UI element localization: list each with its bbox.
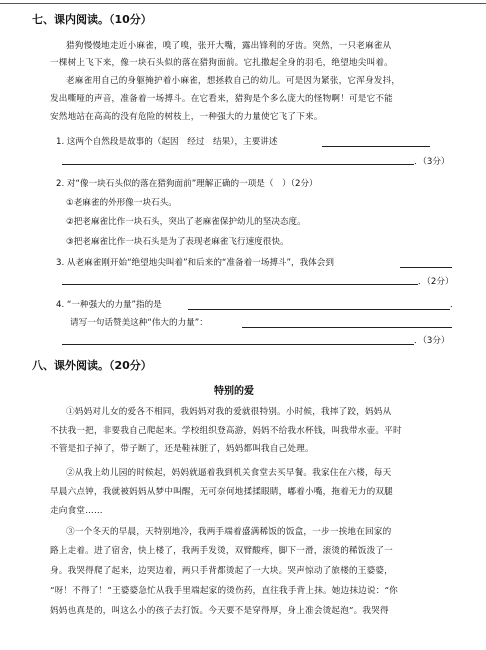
q4-sub-prompt: 请写一句话赞美这种“伟大的力量”： — [70, 318, 208, 328]
top-rule — [0, 3, 486, 4]
q3-score: ．（2分） — [418, 277, 454, 287]
s8-passage-line: 身。我哭得爬了起来，边哭边着，两只手背都烫起了一大块。哭声惊动了旅楼的王婆婆， — [50, 566, 393, 576]
q2-option: ③把老麻雀比作一块石头是为了表现老麻雀飞行速度很快。 — [66, 237, 289, 247]
s8-passage-line: 不管是扣子掉了，带子断了，还是鞋袜脏了，妈妈都叫我自己处理。 — [50, 444, 314, 454]
s7-passage-line: 安然地站在高高的没有危险的树枝上，一种强大的力量使它飞了下来。 — [50, 112, 323, 122]
q2-option: ①老麻雀的外形像一块石头。 — [66, 198, 177, 208]
s7-passage-line: 老麻雀用自己的身躯掩护着小麻雀，想拯救自己的幼儿。可是因为紧张，它浑身发抖， — [66, 76, 401, 86]
s8-passage-line: ②从我上幼儿园的时候起，妈妈就逼着我到机关食堂去买早餐。我家住在六楼，每天 — [66, 468, 392, 478]
q3-answer-blank-1[interactable] — [400, 267, 452, 268]
s7-passage-line: 一棵树上飞下来，像一块石头似的落在猎狗面前。它扎撒起全身的羽毛，绝望地尖叫着。 — [50, 58, 393, 68]
q2-option: ②把老麻雀比作一块石头，突出了老麻雀保护幼儿的坚决态度。 — [66, 217, 306, 227]
question-4: 4. “一种强大的力量”指的是 — [56, 300, 162, 310]
s8-passage-line: “呀！不得了！”王婆婆急忙从我手里端起家的烫伤药，直往我手背上抹。她边抹边说：“你 — [50, 586, 398, 596]
q4-answer-blank-3[interactable] — [62, 344, 414, 345]
s7-passage-line: 猎狗慢慢地走近小麻雀，嗅了嗅，张开大嘴，露出锋利的牙齿。突然，一只老麻雀从 — [66, 41, 392, 51]
q3-answer-blank-2[interactable] — [62, 284, 418, 285]
s8-passage-line: 走向食堂…… — [50, 506, 103, 516]
s8-passage-line: ③一个冬天的早晨，天特别地冷，我两手端着盛满稀饭的饭盒，一步一挨地在回家的 — [66, 527, 392, 537]
s8-passage-line: ①妈妈对儿女的爱各不相同，我妈妈对我的爱就很特别。小时候，我摔了跤，妈妈从 — [66, 407, 392, 417]
q1-answer-blank-1[interactable] — [322, 146, 430, 147]
q4-score: ．（3分） — [414, 336, 450, 346]
q1-score: ．（3分） — [414, 157, 450, 167]
s7-passage-line: 发出嘶哑的声音，准备着一场搏斗。在它看来，猎狗是个多么庞大的怪物啊！可是它不能 — [50, 94, 393, 104]
section8-heading: 八、课外阅读。（20分） — [32, 359, 152, 372]
question-3: 3. 从老麻雀刚开始“绝望地尖叫着”和后来的“准备着一场搏斗”，我体会到 — [56, 258, 334, 268]
q1-answer-blank-2[interactable] — [62, 164, 414, 165]
s8-passage-line: 路上走着。进了宿舍，快上楼了，我两手发烫，双臂酸疼，脚下一滑，滚烫的稀饭泼了一 — [50, 546, 393, 556]
q4-answer-blank-1[interactable] — [188, 309, 450, 310]
q4-answer-blank-2[interactable] — [242, 327, 452, 328]
question-2: 2. 对“像一块石头似的落在猎狗面前”理解正确的一项是（ ）（2分） — [56, 179, 318, 189]
question-1: 1. 这两个自然段是故事的（起因 经过 结果），主要讲述 — [56, 137, 278, 147]
s8-passage-line: 早晨六点钟，我就被妈妈从梦中叫醒，无可奈何地揉揉眼睛，嘟着小嘴，拖着无力的双腿 — [50, 487, 393, 497]
section7-heading: 七、课内阅读。（10分） — [32, 13, 152, 26]
passage-title: 特别的爱 — [214, 386, 254, 397]
s8-passage-line: 妈妈也真是的，叫这么小的孩子去打饭。今天要不是穿得厚，身上准会烫起泡”。我哭得 — [50, 606, 389, 616]
q4-end: ． — [450, 300, 459, 310]
s8-passage-line: 不扶我一把，非要我自己爬起来。学校组织登高游，妈妈不给我水杯钱，叫我带水壶。平时 — [50, 426, 402, 436]
